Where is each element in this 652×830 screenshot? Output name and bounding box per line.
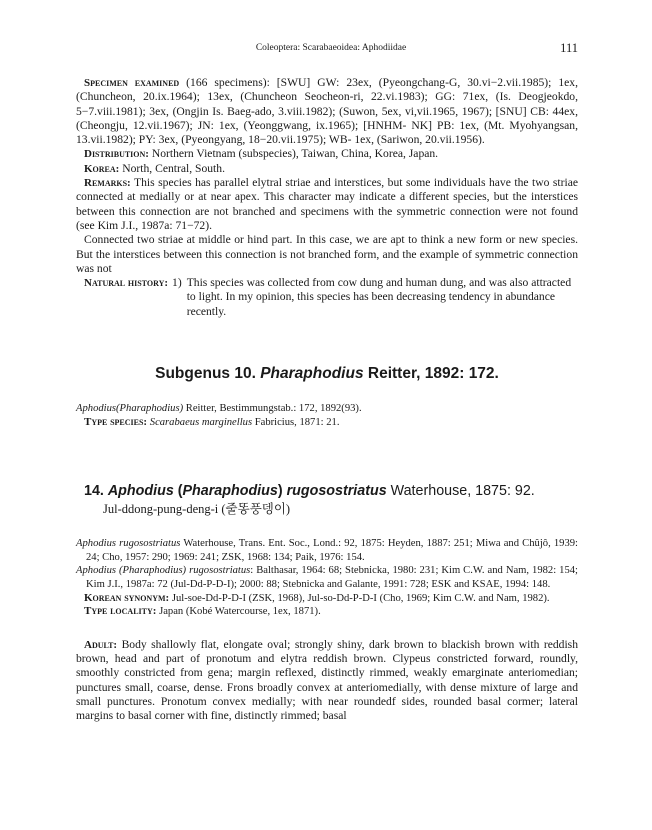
subgenus-suffix: Reitter, 1892: 172. [363,365,499,383]
natural-history-number: 1) [172,276,182,290]
korean-name: Jul-ddong-pung-deng-i (줄똥풍뎅이) [103,502,291,517]
synonymy [76,537,578,619]
remarks-label: Remarks: [84,177,131,190]
remarks [76,176,578,233]
korean-synonym-label: Korean synonym: [84,591,170,604]
page-body [76,76,578,724]
ref-text: Reitter, Bestimmungstab.: 172, 1892(93). [183,403,362,415]
distribution [76,147,578,161]
running-title: Coleoptera: Scarabaeoidea: Aphodiidae [255,43,407,53]
type-species-name: Scarabaeus marginellus [149,416,253,428]
remarks-text: This species has parallel elytral striae and interstices, but some individuals have the two striae connected at medially or at near apex. This character may indicate a different species, but the interstices between this connection are not branched and specimens with the symmetric connection were not found (see Kim J.I., 1987a: 71−72). [76,176,578,232]
specimens-text: (166 specimens): [SWU] GW: 23ex, (Pyeongchang-G, 30.vi−2.vii.1985); 1ex, (Chuncheon, 20.ix.1964); 13ex, (Chuncheon Seocheon-ri, 22.vi.1983); GG: 71ex, (Is. Deogjeokdo, 5−7.viii.1981); 3ex, (Ongjin Is. Baeg-ado, 3.viii.1982); (Suwon, 5ex, vi,vii.1965, 1967); [SNU] CB: 44ex, (Cheongju, 12.vii.1967); JN: 1ex, (Yeonggwang, ix.1965); [HNHM- NK] PB: 1ex, (Mt. Myohyangsan, 13.vii.1982); PY: 3ex, (Pyeongyang, 18−20.vii.1975); WB- 1ex, (Sariwon, 20.vii.1956). [76,76,578,147]
korean-synonym-text: Jul-soe-Dd-P-D-I (ZSK, 1968), Jul-so-Dd-P-D-I (Cho, 1969; Kim C.W. and Nam, 1982). [169,592,550,604]
synonym-ref-1-name: Aphodius rugosostriatus [76,538,181,550]
subgenus-prefix: Subgenus 10. [155,365,261,383]
adult-label: Adult: [84,638,118,651]
natural-history-label: Natural history: [84,277,169,290]
remarks-paragraph-2: Connected two striae at middle or hind part. In this case, we are apt to think a new form or new species. But the interstices between this connection is not branched form, and the example of symmetric connection was not [76,233,578,275]
natural-history-text: This species was collected from cow dung and human dung, and was also attracted to light. In my opinion, this species has been decreasing tendency in abundance recently. [186,276,572,318]
adult-text: Body shallowly flat, elongate oval; strongly shiny, dark brown to blackish brown with reddish brown, head and part of pronotum and elytra reddish brown. Clypeus constricted forward, roundly, smoothly constricted from gena; margin reflexed, distinctly rimmed, weakly emarginate anteriomedian; punctures small, coarse, dense. Frons broadly convex at anteriomedially, with dense mixture of large and small punctures. Pronotum convex medially; with near roundedf sides, rounded basal cormer; lateral margins to basal corner with fine, distinctly rimmed; basal [76,637,578,723]
type-species [76,416,578,430]
synonym-ref-2-name: Aphodius (Pharaphodius) rugosostriatus [76,565,251,577]
species-epithet: rugosostriatus [286,483,387,500]
species-genus: Aphodius [107,483,174,500]
type-locality [76,605,578,619]
synonym-ref-2 [76,564,578,591]
synonym-ref-2-text: : Balthasar, 1964: 68; Stebnicka, 1980: 231; Kim C.W. and Nam, 1982: 154; Kim J.I., 1987a: 72 (Jul-Dd-P-D-I); 2000: 88; Stebnicka and Galante, 1991: 728; ESK and KSAE, 1994: 148. [86,565,578,591]
distribution-label: Distribution: [84,148,149,161]
subgenus-reference [76,402,578,416]
korea [76,162,578,176]
subgenus-heading [76,365,578,383]
page-number: 111 [560,41,578,55]
synonym-ref-1-text: Waterhouse, Trans. Ent. Soc., Lond.: 92, 1875: Heyden, 1887: 251; Miwa and Chûjô, 1939: 24; Cho, 1957: 290; 1969: 241; ZSK, 1968: 134; Paik, 1976: 154. [86,538,578,563]
page-header [84,43,578,59]
ref-subgenus: (Pharaphodius) [116,403,184,415]
species-author: Waterhouse, 1875: 92. [386,483,535,500]
specimens-examined [76,76,578,147]
subgenus-name: Pharaphodius [260,365,364,383]
ref-genus: Aphodius [76,403,117,415]
species-number: 14. [84,483,104,500]
adult-description [76,638,578,724]
synonym-ref-1 [76,537,578,564]
species-heading: 14. Aphodius (Pharaphodius) rugosostriatus Waterhouse, 1875: 92. [84,483,535,500]
type-species-author: Fabricius, 1871: 21. [252,416,340,428]
type-locality-label: Type locality: [84,605,157,618]
type-locality-text: Japan (Kobé Watercourse, 1ex, 1871). [156,606,321,618]
distribution-text: Northern Vietnam (subspecies), Taiwan, China, Korea, Japan. [148,147,439,161]
subgenus-references [76,402,578,429]
natural-history [76,276,578,319]
species-subgenus: Pharaphodius [182,483,278,500]
korean-synonym [76,592,578,606]
type-species-label: Type species: [84,415,148,428]
korea-label: Korea: [84,162,120,175]
korea-text: North, Central, South. [119,161,225,175]
specimens-label: Specimen examined [84,77,180,89]
